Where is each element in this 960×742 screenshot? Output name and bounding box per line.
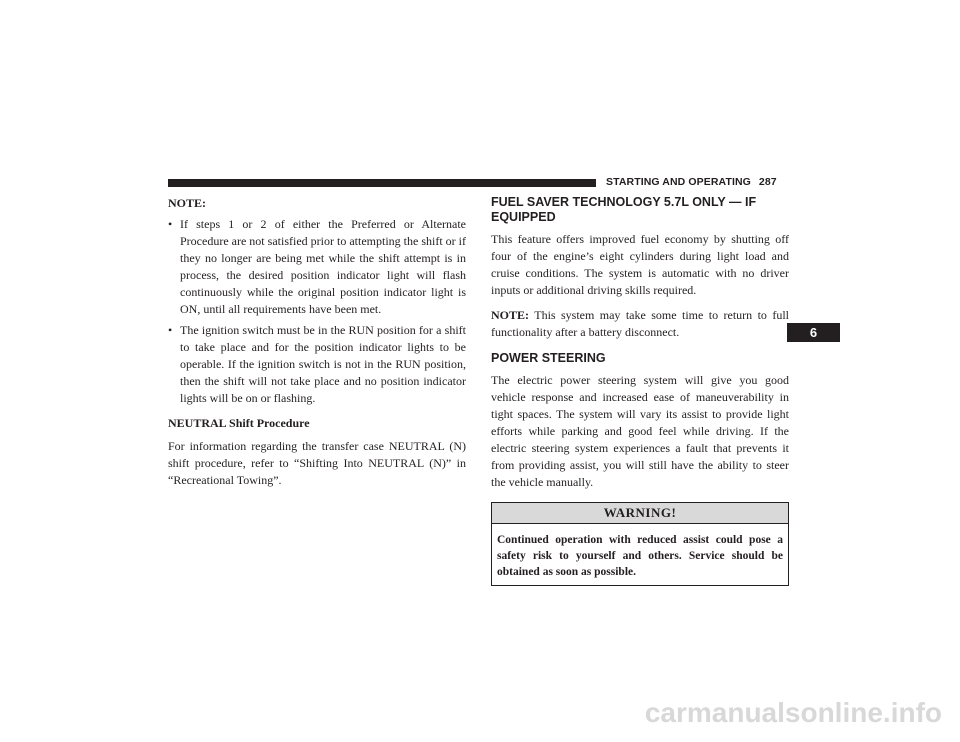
chapter-tab: 6 (787, 323, 840, 342)
note-bullet-list (168, 216, 466, 407)
power-steering-heading: POWER STEERING (491, 351, 606, 365)
bullet-text: The ignition switch must be in the RUN position for a shift to take place and for the position indicator lights to be operable. If the ignition switch is not in the RUN position, then the shift will not take place and no position indicator lights will be on or flashing. (180, 323, 466, 405)
fuel-saver-heading: FUEL SAVER TECHNOLOGY 5.7L ONLY — IF EQUIPPED (491, 195, 757, 224)
list-item (168, 216, 466, 318)
list-item (168, 322, 466, 407)
neutral-shift-heading: NEUTRAL Shift Procedure (168, 416, 310, 430)
neutral-shift-paragraph: For information regarding the transfer case NEUTRAL (N) shift procedure, refer to “Shifting Into NEUTRAL (N)” in “Recreational Towing”. (168, 439, 466, 487)
bullet-icon: • (168, 323, 173, 337)
page-number: 287 (758, 176, 777, 188)
watermark: carmanualsonline.info (644, 697, 942, 728)
warning-title: WARNING! (492, 503, 788, 524)
note-label: NOTE: (168, 196, 207, 210)
running-header (606, 176, 777, 188)
note-label: NOTE: (491, 308, 530, 322)
fuel-saver-paragraph: This feature offers improved fuel economy by shutting off four of the engine’s eight cylinders during light load and cruise conditions. The system is automatic with no driver inputs or additional driving skills required. (491, 232, 789, 297)
header-rule (168, 179, 596, 187)
section-title: STARTING AND OPERATING (606, 176, 751, 188)
warning-box (491, 502, 789, 586)
bullet-text: If steps 1 or 2 of either the Preferred or Alternate Procedure are not satisfied prior to attempting the shift or if they no longer are being met while the shift attempt is in process, the desired position indicator light will flash continuously while the original position indicator light is ON, until all requirements have been met. (180, 217, 466, 316)
left-column (168, 195, 466, 497)
power-steering-paragraph: The electric power steering system will give you good vehicle response and increased ease of maneuverability in tight spaces. The system will vary its assist to provide light efforts while parking and good feel while driving. If the electric steering system experiences a fault that prevents it from providing assist, you will still have the ability to steer the vehicle manually. (491, 373, 789, 489)
warning-body: Continued operation with reduced assist could pose a safety risk to yourself and others. Service should be obtained as soon as possible. (497, 534, 783, 578)
bullet-icon: • (168, 217, 173, 231)
fuel-saver-note (491, 307, 789, 341)
note-text: This system may take some time to return to full functionality after a battery disconnect. (491, 308, 789, 339)
right-column (491, 195, 789, 586)
